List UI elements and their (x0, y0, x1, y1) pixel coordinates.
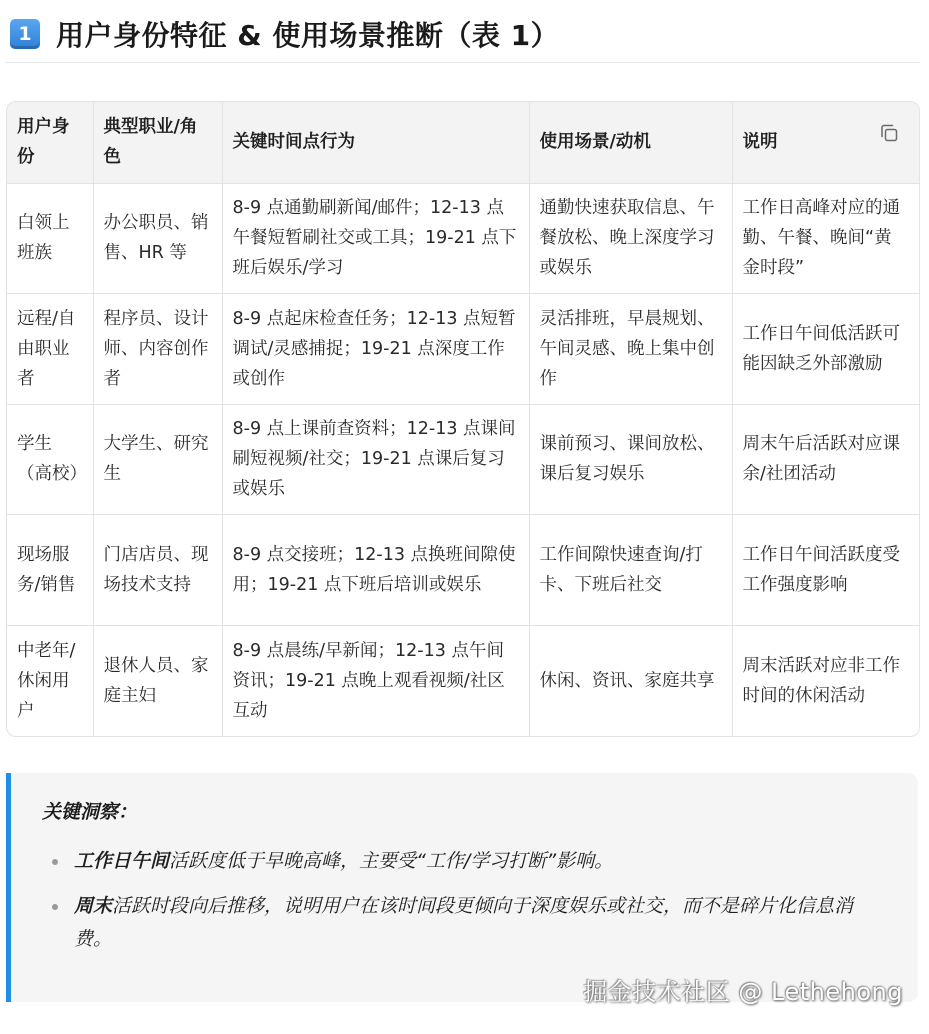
table-row (7, 625, 919, 736)
column-header: 说明 (732, 102, 919, 183)
insight-text: 活跃时段向后推移，说明用户在该时间段更倾向于深度娱乐或社交，而不是碎片化信息消费。 (74, 895, 854, 950)
table-header-row (7, 102, 919, 183)
table-row (7, 515, 919, 626)
table-cell: 8-9 点上课前查资料；12-13 点课间刷短视频/社交；19-21 点课后复习或娱乐 (222, 404, 529, 515)
table-row (7, 404, 919, 515)
table-cell: 办公职员、销售、HR 等 (93, 183, 222, 294)
title-divider (6, 62, 919, 63)
insight-keyword: 工作日午间 (74, 850, 170, 872)
insight-list (42, 845, 888, 968)
table-cell: 8-9 点交接班；12-13 点换班间隙使用；19-21 点下班后培训或娱乐 (222, 515, 529, 626)
table-row (7, 294, 919, 405)
user-scenario-table (6, 101, 920, 737)
column-header: 典型职业/角色 (93, 102, 222, 183)
insight-text: 活跃度低于早晚高峰，主要受“工作/学习打断”影响。 (169, 850, 614, 872)
table-cell: 8-9 点通勤刷新闻/邮件；12-13 点午餐短暂刷社交或工具；19-21 点下班后娱乐/学习 (222, 183, 529, 294)
table-cell: 工作间隙快速查询/打卡、下班后社交 (529, 515, 732, 626)
column-header: 用户身份 (7, 102, 93, 183)
table-cell: 中老年/休闲用户 (7, 625, 93, 736)
table-cell: 工作日午间活跃度受工作强度影响 (732, 515, 919, 626)
callout-accent-bar (6, 773, 11, 1002)
table-cell: 8-9 点晨练/早新闻；12-13 点午间资讯；19-21 点晚上观看视频/社区互动 (222, 625, 529, 736)
copy-icon[interactable] (879, 123, 899, 143)
column-header: 关键时间点行为 (222, 102, 529, 183)
table-cell: 大学生、研究生 (93, 404, 222, 515)
bullet-icon (52, 859, 58, 865)
table-row (7, 183, 919, 294)
table-cell: 工作日午间低活跃可能因缺乏外部激励 (732, 294, 919, 405)
table-cell: 周末午后活跃对应课余/社团活动 (732, 404, 919, 515)
table-cell: 工作日高峰对应的通勤、午餐、晚间“黄金时段” (732, 183, 919, 294)
page-title: 用户身份特征 & 使用场景推断（表 1） (56, 19, 560, 52)
page-title-row (10, 14, 559, 54)
table-cell: 灵活排班，早晨规划、午间灵感、晚上集中创作 (529, 294, 732, 405)
table-cell: 门店店员、现场技术支持 (93, 515, 222, 626)
table-cell: 周末活跃对应非工作时间的休闲活动 (742, 655, 900, 706)
insight-keyword: 周末 (74, 895, 113, 917)
table-cell: 程序员、设计师、内容创作者 (93, 294, 222, 405)
bullet-icon (52, 904, 58, 910)
table-cell: 白领上班族 (7, 183, 93, 294)
key-insight-callout (6, 773, 918, 1002)
table-cell: 退休人员、家庭主妇 (93, 625, 222, 736)
table-cell: 现场服务/销售 (7, 515, 93, 626)
table-cell: 学生（高校） (7, 404, 93, 515)
table-cell: 8-9 点起床检查任务；12-13 点短暂调试/灵感捕捉；19-21 点深度工作或创作 (222, 294, 529, 405)
keycap-one-icon: 1 (10, 19, 40, 49)
table-cell: 远程/自由职业者 (7, 294, 93, 405)
table-cell: 课前预习、课间放松、课后复习娱乐 (529, 404, 732, 515)
callout-title: 关键洞察： (42, 801, 138, 823)
watermark: 掘金技术社区 @ Lethehong (583, 978, 903, 1006)
table-cell: 通勤快速获取信息、午餐放松、晚上深度学习或娱乐 (529, 183, 732, 294)
list-item (42, 845, 888, 878)
column-header: 使用场景/动机 (529, 102, 732, 183)
table-cell: 休闲、资讯、家庭共享 (529, 625, 732, 736)
list-item (42, 890, 888, 956)
